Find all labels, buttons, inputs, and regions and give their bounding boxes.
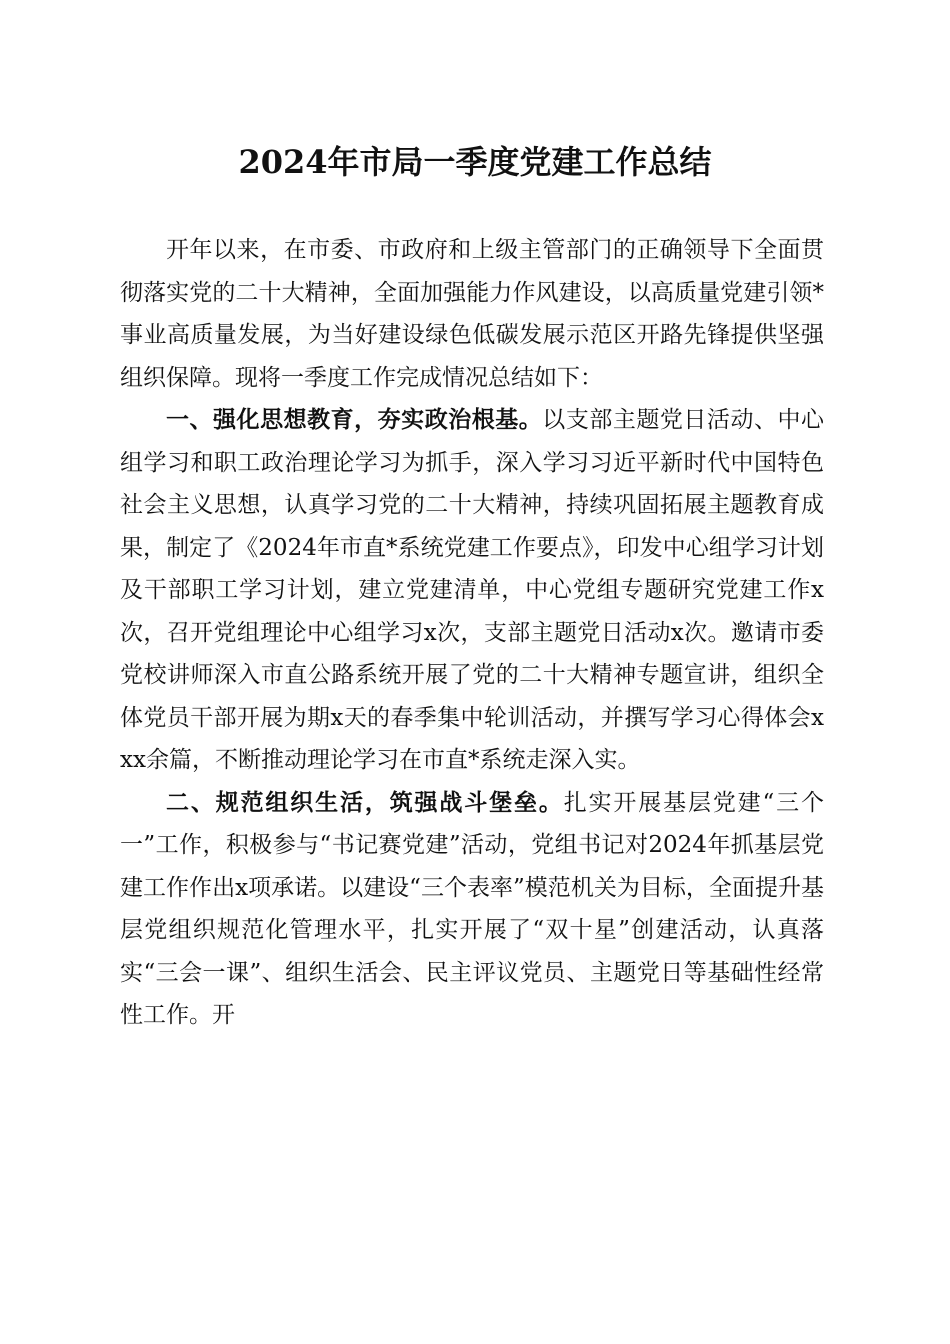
section-paragraph-1 <box>120 399 824 782</box>
intro-paragraph: 开年以来，在市委、市政府和上级主管部门的正确领导下全面贯彻落实党的二十大精神，全面加强能力作风建设，以高质量党建引领*事业高质量发展，为当好建设绿色低碳发展示范区开路先锋提供坚强组织保障。现将一季度工作完成情况总结如下： <box>120 237 824 391</box>
section-text-1: 以支部主题党日活动、中心组学习和职工政治理论学习为抓手，深入学习习近平新时代中国特色社会主义思想，认真学习党的二十大精神，持续巩固拓展主题教育成果，制定了《2024年市直*系统党建工作要点》，印发中心组学习计划及干部职工学习计划，建立党建清单，中心党组专题研究党建工作x次，召开党组理论中心组学习x次，支部主题党日活动x次。邀请市委党校讲师深入市直公路系统开展了党的二十大精神专题宣讲，组织全体党员干部开展为期x天的春季集中轮训活动，并撰写学习心得体会xxx余篇，不断推动理论学习在市直*系统走深入实。 <box>120 407 825 773</box>
document-title: 2024年市局一季度党建工作总结 <box>238 143 712 181</box>
section-paragraph-2 <box>120 782 824 1037</box>
section-heading-1: 一、强化思想教育，夯实政治根基。 <box>166 407 543 433</box>
section-heading-2: 二、规范组织生活，筑强战斗堡垒。 <box>166 789 564 816</box>
section-text-2: 扎实开展基层党建“三个一”工作，积极参与“书记赛党建”活动，党组书记对2024年抓基层党建工作作出x项承诺。以建设“三个表率”模范机关为目标，全面提升基层党组织规范化管理水平，扎实开展了“双十星”创建活动，认真落实“三会一课”、组织生活会、民主评议党员、主题党日等基础性经常性工作。开 <box>120 789 824 1028</box>
document-body <box>120 229 824 1037</box>
